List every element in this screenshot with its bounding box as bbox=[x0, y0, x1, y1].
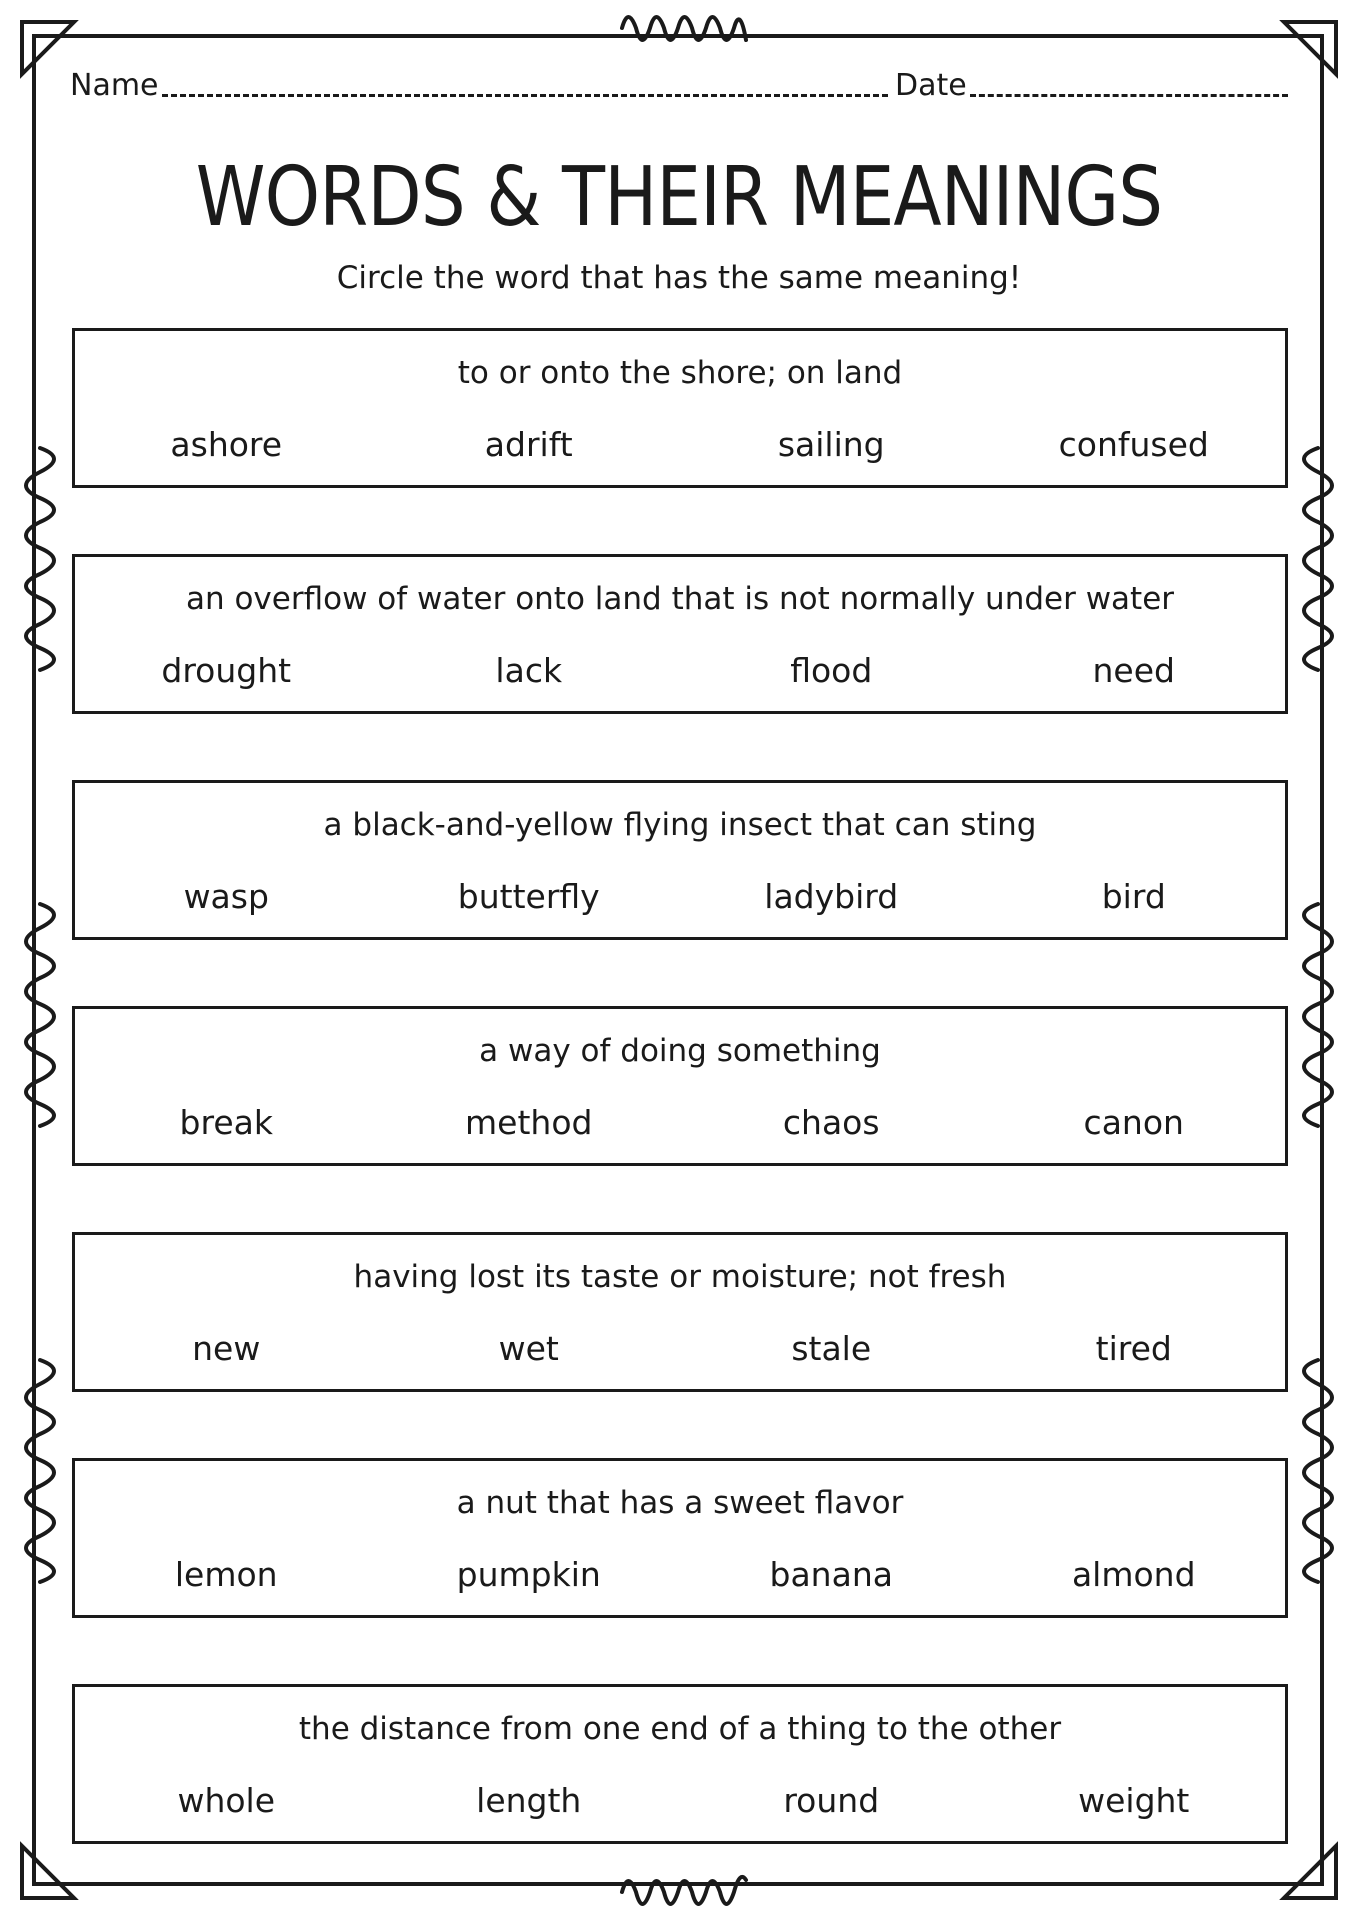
instructions: Circle the word that has the same meaning! bbox=[336, 260, 1022, 296]
squiggle-ornaments bbox=[26, 17, 1332, 1904]
squiggle-right-2 bbox=[1304, 904, 1332, 1126]
options-row bbox=[75, 1555, 1285, 1595]
answer-option[interactable]: almond bbox=[1071, 1555, 1196, 1594]
answer-option[interactable]: bird bbox=[1101, 877, 1166, 916]
answer-option[interactable]: wasp bbox=[183, 877, 269, 916]
answer-option[interactable]: weight bbox=[1078, 1781, 1190, 1820]
answer-option[interactable]: adrift bbox=[484, 425, 573, 464]
answer-option[interactable]: wet bbox=[498, 1329, 559, 1368]
answer-option[interactable]: lemon bbox=[174, 1555, 278, 1594]
options-row bbox=[75, 1329, 1285, 1369]
answer-option[interactable]: pumpkin bbox=[456, 1555, 601, 1594]
question-box bbox=[72, 1232, 1288, 1392]
options-row bbox=[75, 425, 1285, 465]
question-box bbox=[72, 1684, 1288, 1844]
name-label: Name bbox=[70, 68, 159, 103]
definition: a black-and-yellow flying insect that can sting bbox=[323, 807, 1037, 843]
answer-option[interactable]: flood bbox=[790, 651, 873, 690]
question-box bbox=[72, 1458, 1288, 1618]
answer-option[interactable]: stale bbox=[791, 1329, 872, 1368]
squiggle-right-3 bbox=[1304, 1360, 1332, 1582]
definition: an overflow of water onto land that is not normally under water bbox=[185, 581, 1175, 617]
answer-option[interactable]: new bbox=[192, 1329, 261, 1368]
definition: a way of doing something bbox=[479, 1033, 881, 1069]
answer-option[interactable]: banana bbox=[769, 1555, 893, 1594]
options-row bbox=[75, 1103, 1285, 1143]
corner-triangle-bottom-left bbox=[22, 1846, 74, 1898]
corner-triangle-top-left bbox=[22, 22, 74, 74]
options-row bbox=[75, 1781, 1285, 1821]
answer-option[interactable]: drought bbox=[161, 651, 292, 690]
answer-option[interactable]: canon bbox=[1083, 1103, 1184, 1142]
question-box bbox=[72, 1006, 1288, 1166]
date-field[interactable] bbox=[970, 94, 1288, 97]
question-box bbox=[72, 780, 1288, 940]
question-box bbox=[72, 554, 1288, 714]
answer-option[interactable]: break bbox=[179, 1103, 273, 1142]
answer-option[interactable]: length bbox=[476, 1781, 582, 1820]
answer-option[interactable]: sailing bbox=[777, 425, 885, 464]
corner-triangle-bottom-right bbox=[1284, 1846, 1336, 1898]
answer-option[interactable]: round bbox=[783, 1781, 880, 1820]
page-title: WORDS & THEIR MEANINGS bbox=[195, 150, 1163, 245]
definition: a nut that has a sweet flavor bbox=[456, 1485, 904, 1521]
answer-option[interactable]: ashore bbox=[170, 425, 283, 464]
name-field[interactable] bbox=[162, 94, 888, 97]
squiggle-left-1 bbox=[26, 448, 54, 670]
squiggle-right-1 bbox=[1304, 448, 1332, 670]
squiggle-bottom bbox=[622, 1877, 746, 1904]
squiggle-left-3 bbox=[26, 1360, 54, 1582]
answer-option[interactable]: chaos bbox=[782, 1103, 880, 1142]
answer-option[interactable]: ladybird bbox=[764, 877, 899, 916]
answer-option[interactable]: tired bbox=[1095, 1329, 1172, 1368]
answer-option[interactable]: method bbox=[465, 1103, 593, 1142]
answer-option[interactable]: whole bbox=[177, 1781, 276, 1820]
definition: having lost its taste or moisture; not fresh bbox=[353, 1259, 1007, 1295]
definition: to or onto the shore; on land bbox=[457, 355, 903, 391]
options-row bbox=[75, 651, 1285, 691]
options-row bbox=[75, 877, 1285, 917]
definition: the distance from one end of a thing to the other bbox=[298, 1711, 1062, 1747]
squiggle-left-2 bbox=[26, 904, 54, 1126]
corner-triangle-top-right bbox=[1284, 22, 1336, 74]
answer-option[interactable]: confused bbox=[1058, 425, 1209, 464]
answer-option[interactable]: butterfly bbox=[457, 877, 600, 916]
question-box bbox=[72, 328, 1288, 488]
answer-option[interactable]: need bbox=[1092, 651, 1175, 690]
answer-option[interactable]: lack bbox=[495, 651, 563, 690]
date-label: Date bbox=[895, 68, 967, 103]
